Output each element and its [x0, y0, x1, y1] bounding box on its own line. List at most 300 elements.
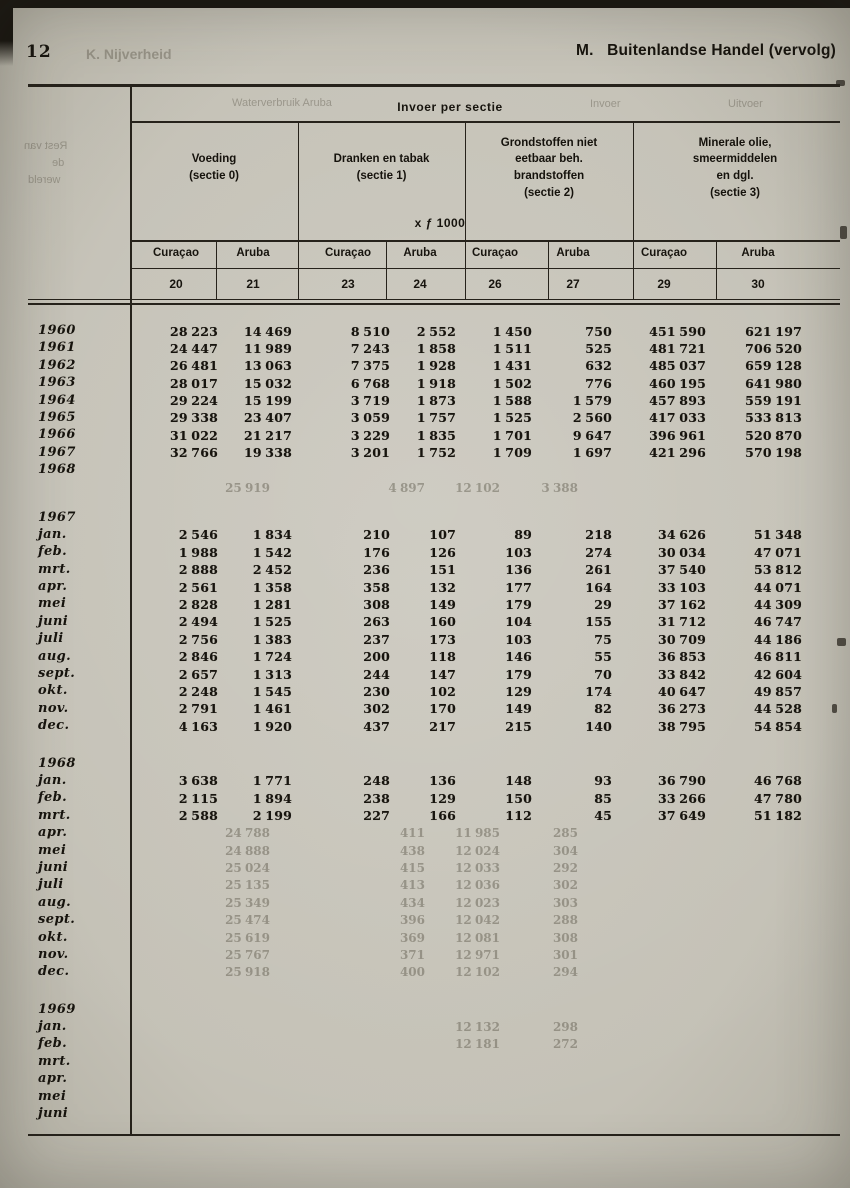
- cell: 533 813: [745, 410, 802, 426]
- cell: 3 719: [350, 393, 390, 409]
- table-row: [0, 630, 850, 647]
- cell: 29 224: [169, 393, 218, 409]
- cell: 21 217: [243, 427, 292, 443]
- rule-under-table-title: [130, 121, 840, 123]
- table-row: [0, 426, 850, 443]
- row-label: mrt.: [38, 561, 71, 577]
- cell: 23 407: [243, 410, 292, 426]
- section-label: 1968: [38, 755, 76, 771]
- rule-double-bottom: [28, 303, 840, 305]
- table-row: [0, 876, 850, 893]
- cell: 9 647: [572, 427, 612, 443]
- cell: 481 721: [649, 340, 706, 356]
- row-label: mei: [38, 1088, 67, 1104]
- cell: 179: [505, 666, 532, 682]
- cell: 31 712: [657, 614, 706, 630]
- table-row: [0, 682, 850, 699]
- row-label: jan.: [38, 526, 67, 542]
- table-body: [0, 322, 850, 1122]
- cell: 217: [429, 718, 456, 734]
- cell: 104: [505, 614, 532, 630]
- table-row: [0, 1053, 850, 1070]
- row-label: sept.: [38, 666, 76, 682]
- section-label: 1969: [38, 1001, 76, 1017]
- cell: 559 191: [745, 393, 802, 409]
- bleedthrough-cell: 302: [552, 878, 578, 893]
- bleedthrough-cell: 301: [552, 947, 578, 962]
- row-label: apr.: [38, 1071, 68, 1087]
- cell: 29 338: [169, 410, 218, 426]
- column-code-23: 23: [341, 277, 355, 291]
- cell: 170: [429, 701, 456, 717]
- rule-header: [28, 84, 840, 87]
- table-row: [0, 807, 850, 824]
- cell: 1 918: [416, 375, 456, 391]
- cell: 103: [505, 631, 532, 647]
- group-header-line: (sectie 2): [524, 186, 574, 199]
- cell: 28 223: [169, 323, 218, 339]
- cell: 485 037: [649, 358, 706, 374]
- table-row: [0, 842, 850, 859]
- cell: 1 358: [252, 579, 292, 595]
- table-row: [0, 700, 850, 717]
- cell: 45: [594, 808, 612, 824]
- cell: 308: [363, 596, 390, 612]
- column-header-21: Aruba: [236, 247, 270, 259]
- column-header-27: Aruba: [556, 247, 590, 259]
- cell: 37 162: [657, 596, 706, 612]
- row-label: 1963: [38, 375, 76, 391]
- cell: 237: [363, 631, 390, 647]
- bleedthrough-cell: 371: [399, 947, 425, 962]
- column-code-21: 21: [246, 277, 260, 291]
- column-header-20: Curaçao: [152, 247, 200, 259]
- cell: 51 348: [753, 527, 802, 543]
- column-code-20: 20: [169, 277, 183, 291]
- row-label: mrt.: [38, 1053, 71, 1069]
- bleedthrough-cell: 304: [552, 843, 578, 858]
- table-row: [0, 526, 850, 543]
- cell: 24 447: [169, 340, 218, 356]
- cell: 42 604: [753, 666, 802, 682]
- group-header-line: brandstoffen: [513, 170, 585, 182]
- bleedthrough-cell: 25 767: [225, 947, 270, 962]
- row-label: aug.: [38, 894, 72, 910]
- bleedthrough-cell: 308: [552, 930, 578, 945]
- row-label: dec.: [38, 964, 70, 980]
- cell: 2 561: [178, 579, 218, 595]
- bleedthrough-cell: 3 388: [541, 480, 578, 495]
- cell: 1 545: [252, 683, 292, 699]
- cell: 1 724: [252, 649, 292, 665]
- bleedthrough-text: Rest van: [24, 140, 68, 152]
- bleedthrough-cell: 12 102: [455, 480, 500, 495]
- cell: 4 163: [178, 718, 218, 734]
- group-header-line: Voeding: [191, 153, 237, 166]
- cell: 40 647: [657, 683, 706, 699]
- bleedthrough-cell: 12 081: [455, 930, 500, 945]
- cell: 112: [505, 808, 532, 824]
- cell: 34 626: [657, 527, 706, 543]
- cell: 44 071: [753, 579, 802, 595]
- cell: 51 182: [753, 808, 802, 824]
- bleedthrough-text: wereld: [28, 174, 61, 186]
- cell: 47 071: [753, 544, 802, 560]
- row-label: feb.: [38, 1036, 68, 1052]
- cell: 166: [429, 808, 456, 824]
- table-row: [0, 322, 850, 339]
- bleedthrough-cell: 400: [399, 965, 425, 980]
- cell: 421 296: [649, 445, 706, 461]
- cell: 7 243: [350, 340, 390, 356]
- cell: 75: [594, 631, 612, 647]
- cell: 750: [585, 323, 612, 339]
- cell: 70: [594, 666, 612, 682]
- row-label: okt.: [38, 683, 68, 699]
- row-label: nov.: [38, 946, 69, 962]
- table-row: [0, 392, 850, 409]
- bleedthrough-cell: 12 181: [455, 1037, 500, 1052]
- rule-double-top: [28, 299, 840, 301]
- table-row: [0, 789, 850, 806]
- cell: 396 961: [649, 427, 706, 443]
- cell: 1 894: [252, 790, 292, 806]
- cell: 248: [363, 773, 390, 789]
- row-label: feb.: [38, 790, 68, 806]
- group-header-sectie-2: [469, 126, 629, 210]
- cell: 1 281: [252, 596, 292, 612]
- table-row: [0, 859, 850, 876]
- row-label: dec.: [38, 718, 70, 734]
- bleedthrough-cell: 25 349: [225, 895, 270, 910]
- cell: 2 657: [178, 666, 218, 682]
- group-header-line: (sectie 3): [710, 186, 760, 199]
- cell: 102: [429, 683, 456, 699]
- group-header-line: smeermiddelen: [692, 153, 778, 166]
- bleedthrough-cell: 25 024: [225, 860, 270, 875]
- unit-note: x ƒ 1000: [414, 216, 466, 230]
- bleedthrough-cell: 411: [399, 826, 425, 841]
- cell: 15 032: [243, 375, 292, 391]
- cell: 164: [585, 579, 612, 595]
- cell: 1 757: [416, 410, 456, 426]
- cell: 176: [363, 544, 390, 560]
- cell: 417 033: [649, 410, 706, 426]
- group-header-sectie-0: [134, 126, 294, 210]
- row-label: 1966: [38, 427, 76, 443]
- cell: 358: [363, 579, 390, 595]
- bleedthrough-cell: 12 033: [455, 860, 500, 875]
- row-label: jan.: [38, 772, 67, 788]
- table-row: [0, 409, 850, 426]
- cell: 457 893: [649, 393, 706, 409]
- cell: 118: [429, 649, 456, 665]
- bleedthrough-cell: 292: [552, 860, 578, 875]
- bleedthrough-cell: 25 919: [225, 480, 270, 495]
- cell: 29: [594, 596, 612, 612]
- bleedthrough-cell: 25 474: [225, 913, 270, 928]
- cell: 2 791: [178, 701, 218, 717]
- bleedthrough-cell: 298: [552, 1020, 578, 1035]
- table-row: [0, 1105, 850, 1122]
- page-number: 12: [26, 42, 52, 62]
- cell: 173: [429, 631, 456, 647]
- table-row: [0, 374, 850, 391]
- column-header-23: Curaçao: [324, 247, 372, 259]
- cell: 46 768: [753, 773, 802, 789]
- cell: 37 649: [657, 808, 706, 824]
- cell: 215: [505, 718, 532, 734]
- bleedthrough-cell: 294: [552, 965, 578, 980]
- cell: 2 560: [572, 410, 612, 426]
- table-row: [0, 578, 850, 595]
- bleedthrough-text: Uitvoer: [728, 98, 763, 110]
- cell: 451 590: [649, 323, 706, 339]
- cell: 107: [429, 527, 456, 543]
- table-row: [0, 509, 850, 526]
- bleedthrough-cell: 12 971: [455, 947, 500, 962]
- group-header-line: eetbaar beh.: [515, 153, 583, 166]
- cell: 2 888: [178, 562, 218, 578]
- cell: 44 186: [753, 631, 802, 647]
- bleedthrough-cell: 303: [552, 895, 578, 910]
- cell: 146: [505, 649, 532, 665]
- column-header-30: Aruba: [741, 247, 775, 259]
- cell: 1 461: [252, 701, 292, 717]
- cell: 3 201: [350, 445, 390, 461]
- table-row: [0, 561, 850, 578]
- group-header-sectie-3: [637, 126, 833, 210]
- column-code-band: [0, 277, 850, 295]
- column-header-29: Curaçao: [640, 247, 688, 259]
- cell: 1 313: [252, 666, 292, 682]
- cell: 151: [429, 562, 456, 578]
- bleedthrough-cell: 12 132: [455, 1020, 500, 1035]
- cell: 11 989: [243, 340, 292, 356]
- cell: 302: [363, 701, 390, 717]
- cell: 2 452: [252, 562, 292, 578]
- cell: 149: [505, 701, 532, 717]
- table-row: [0, 444, 850, 461]
- bleedthrough-cell: 12 102: [455, 965, 500, 980]
- cell: 7 375: [350, 358, 390, 374]
- bleedthrough-cell: 24 788: [225, 826, 270, 841]
- row-label: juni: [38, 1106, 69, 1122]
- cell: 30 709: [657, 631, 706, 647]
- group-header-line: en dgl.: [716, 170, 754, 182]
- cell: 659 128: [745, 358, 802, 374]
- table-row: [0, 1001, 850, 1018]
- cell: 1 920: [252, 718, 292, 734]
- cell: 136: [429, 773, 456, 789]
- cell: 37 540: [657, 562, 706, 578]
- cell: 2 199: [252, 808, 292, 824]
- cell: 2 756: [178, 631, 218, 647]
- cell: 274: [585, 544, 612, 560]
- cell: 1 928: [416, 358, 456, 374]
- cell: 36 853: [657, 649, 706, 665]
- cell: 2 248: [178, 683, 218, 699]
- table-row: [0, 929, 850, 946]
- cell: 8 510: [350, 323, 390, 339]
- bleedthrough-text: Waterverbruik Aruba: [232, 97, 332, 109]
- rule-group-sep-2: [465, 121, 466, 300]
- table-row: [0, 772, 850, 789]
- cell: 15 199: [243, 393, 292, 409]
- cell: 44 528: [753, 701, 802, 717]
- bleedthrough-cell: 285: [552, 826, 578, 841]
- cell: 38 795: [657, 718, 706, 734]
- column-header-24: Aruba: [403, 247, 437, 259]
- cell: 2 552: [416, 323, 456, 339]
- cell: 136: [505, 562, 532, 578]
- cell: 1 697: [572, 445, 612, 461]
- row-spacer: [0, 479, 850, 509]
- cell: 103: [505, 544, 532, 560]
- row-label: apr.: [38, 579, 68, 595]
- cell: 200: [363, 649, 390, 665]
- cell: 3 229: [350, 427, 390, 443]
- bleedthrough-cell: 25 918: [225, 965, 270, 980]
- table-row: [0, 339, 850, 356]
- table-row: [0, 665, 850, 682]
- cell: 126: [429, 544, 456, 560]
- cell: 1 525: [492, 410, 532, 426]
- table-row: [0, 946, 850, 963]
- bleedthrough-cell: 369: [399, 930, 425, 945]
- rule-group-sep-3: [633, 121, 634, 300]
- row-label: mrt.: [38, 807, 71, 823]
- cell: 2 546: [178, 527, 218, 543]
- bleedthrough-cell: 413: [399, 878, 425, 893]
- cell: 1 858: [416, 340, 456, 356]
- column-code-24: 24: [413, 277, 427, 291]
- bleedthrough-cell: 396: [399, 913, 425, 928]
- group-header-line: (sectie 1): [356, 170, 407, 182]
- cell: 261: [585, 562, 612, 578]
- table-row: [0, 1018, 850, 1035]
- cell: 1 542: [252, 544, 292, 560]
- group-header-sectie-1: [302, 126, 461, 210]
- row-label: 1961: [38, 340, 76, 356]
- cell: 47 780: [753, 790, 802, 806]
- cell: 1 383: [252, 631, 292, 647]
- column-header-26: Curaçao: [471, 247, 519, 259]
- cell: 6 768: [350, 375, 390, 391]
- cell: 460 195: [649, 375, 706, 391]
- cell: 82: [594, 701, 612, 717]
- cell: 55: [594, 649, 612, 665]
- cell: 1 579: [572, 393, 612, 409]
- column-name-band: [0, 247, 850, 265]
- cell: 3 059: [350, 410, 390, 426]
- row-label: 1965: [38, 409, 76, 425]
- bleedthrough-text: de: [52, 157, 65, 169]
- cell: 49 857: [753, 683, 802, 699]
- table-row: [0, 963, 850, 980]
- table-row: [0, 595, 850, 612]
- cell: 1 709: [492, 445, 532, 461]
- table-row: [0, 543, 850, 560]
- cell: 263: [363, 614, 390, 630]
- cell: 177: [505, 579, 532, 595]
- cell: 19 338: [243, 445, 292, 461]
- cell: 570 198: [745, 445, 802, 461]
- row-label: juni: [38, 613, 69, 629]
- row-label: 1962: [38, 357, 76, 373]
- cell: 149: [429, 596, 456, 612]
- cell: 1 835: [416, 427, 456, 443]
- cell: 89: [514, 527, 532, 543]
- cell: 238: [363, 790, 390, 806]
- table-row: [0, 755, 850, 772]
- table-row: [0, 357, 850, 374]
- bleedthrough-cell: 11 985: [455, 826, 500, 841]
- table-row: [0, 1088, 850, 1105]
- cell: 28 017: [169, 375, 218, 391]
- cell: 14 469: [243, 323, 292, 339]
- cell: 1 511: [492, 340, 532, 356]
- cell: 33 842: [657, 666, 706, 682]
- rule-above-colnames: [130, 240, 840, 242]
- row-label: 1967: [38, 444, 76, 460]
- table-row: [0, 911, 850, 928]
- row-label: jan.: [38, 1019, 67, 1035]
- table-row: [0, 648, 850, 665]
- cell: 1 502: [492, 375, 532, 391]
- row-label: juli: [38, 877, 64, 893]
- cell: 520 870: [745, 427, 802, 443]
- cell: 129: [505, 683, 532, 699]
- cell: 36 273: [657, 701, 706, 717]
- bleedthrough-cell: 25 135: [225, 878, 270, 893]
- table-row: [0, 461, 850, 478]
- cell: 706 520: [745, 340, 802, 356]
- cell: 46 811: [753, 649, 802, 665]
- cell: 1 701: [492, 427, 532, 443]
- bleedthrough-text: Invoer: [590, 98, 621, 110]
- column-code-30: 30: [751, 277, 765, 291]
- cell: 129: [429, 790, 456, 806]
- table-row: [0, 894, 850, 911]
- bleedthrough-cell: 4 897: [388, 480, 425, 495]
- cell: 1 988: [178, 544, 218, 560]
- cell: 1 873: [416, 393, 456, 409]
- cell: 2 494: [178, 614, 218, 630]
- table-row: [0, 1070, 850, 1087]
- row-label: nov.: [38, 700, 69, 716]
- cell: 1 588: [492, 393, 532, 409]
- column-code-27: 27: [566, 277, 580, 291]
- table-row: [0, 717, 850, 734]
- bleedthrough-cell: 288: [552, 913, 578, 928]
- column-code-29: 29: [657, 277, 671, 291]
- row-label: juni: [38, 859, 69, 875]
- cell: 53 812: [753, 562, 802, 578]
- cell: 2 588: [178, 808, 218, 824]
- group-header-line: (sectie 0): [189, 170, 239, 182]
- cell: 525: [585, 340, 612, 356]
- cell: 140: [585, 718, 612, 734]
- cell: 147: [429, 666, 456, 682]
- row-label: 1964: [38, 392, 76, 408]
- rule-bottom: [28, 1134, 840, 1136]
- cell: 230: [363, 683, 390, 699]
- bleedthrough-cell: 438: [399, 843, 425, 858]
- table-row: [0, 613, 850, 630]
- cell: 1 525: [252, 614, 292, 630]
- group-header-line: Grondstoffen niet: [500, 136, 598, 149]
